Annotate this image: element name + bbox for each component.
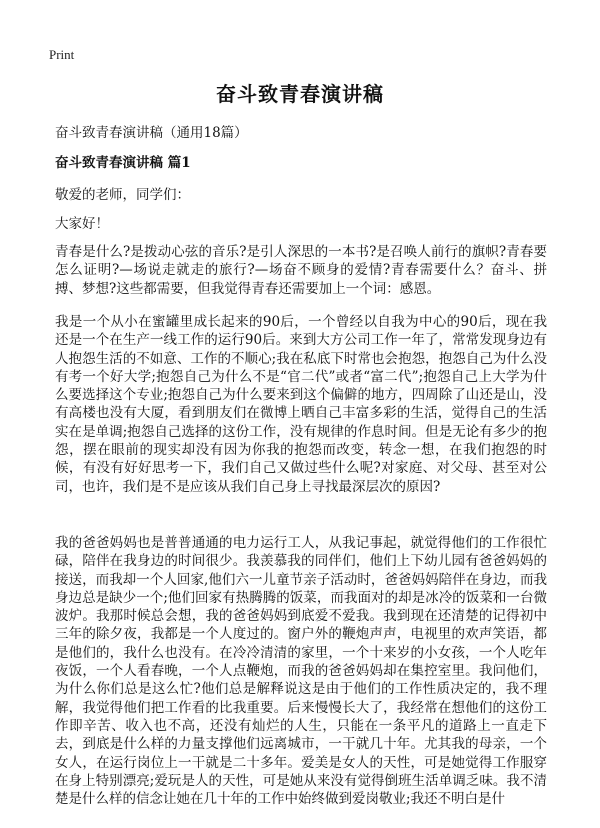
body-paragraph: 我是一个从小在蜜罐里成长起来的90后，一个曾经以自我为中心的90后，现在我还是一个在生产一线工作的运行90后。来到大方公司工作一年了，常常发现身边有人抱怨生活的不如意、工作的不顺心;我在私底下时常也会抱怨，抱怨自己为什么没有考一个好大学;抱怨自己为什么不是“官二代”或者“富二代”;抱怨自己上大学为什么要选择这个专业;抱怨自己为什么要来到这个偏僻的地方，四周除了山还是山，没有高楼也没有大厦，看到朋友们在微博上晒自己丰富多彩的生活，觉得自己的生活实在是单调;抱怨自己选择的这份工作，没有规律的作息时间。但是无论有多少的抱怨，摆在眼前的现实却没有因为你我的抱怨而改变，转念一想，在我们抱怨的时候，有没有好好思考一下，我们自己又做过些什么呢?对家庭、对父母、甚至对公司，也许，我们是不是应该从我们自己身上寻找最深层次的原因? <box>55 314 547 495</box>
body-paragraph: 青春是什么?是拨动心弦的音乐?是引人深思的一本书?是召唤人前行的旗帜?青春要怎么证明?—场说走就走的旅行?—场奋不顾身的爱情?青春需要什么？奋斗、拼搏、梦想?这些都需要，但我觉得青春还需要加上一个词：感恩。 <box>55 244 547 297</box>
body-paragraph: 我的爸爸妈妈也是普普通通的电力运行工人，从我记事起，就觉得他们的工作很忙碌，陪伴在我身边的时间很少。我羡慕我的同伴们，他们上下幼儿园有爸爸妈妈的接送，而我却一个人回家,他们六一儿童节亲子活动时，爸爸妈妈陪伴在身边，而我身边总是缺少一个;他们回家有热腾腾的饭菜，而我面对的却是冰冷的饭菜和一台微波炉。我那时候总会想，我的爸爸妈妈到底爱不爱我。我到现在还清楚的记得初中三年的除夕夜，我都是一个人度过的。窗户外的鞭炮声声，电视里的欢声笑语，都是他们的，我什么也没有。在冷冷清清的家里，一个十来岁的小女孩，一个人吃年夜饭，一个人看春晚，一个人点鞭炮，而我的爸爸妈妈却在集控室里。我问他们，为什么你们总是这么忙?他们总是解释说这是由于他们的工作性质决定的，我不理解，我觉得他们把工作看的比我重要。后来慢慢长大了，我经常在想他们的这份工作即辛苦、收入也不高，还没有灿烂的人生，只能在一条平凡的道路上一直走下去，到底是什么样的力量支撑他们远离城市，一干就几十年。尤其我的母亲，一个女人，在运行岗位上一干就是二十多年。爱美是女人的天性，可是她觉得工作服穿在身上特别漂亮;爱玩是人的天性，可是她从来没有觉得倒班生活单调乏味。我不清楚是什么样的信念让她在几十年的工作中始终做到爱岗敬业;我还不明白是什 <box>55 535 547 808</box>
document-title: 奋斗致青春演讲稿 <box>216 82 384 106</box>
greeting: 大家好！ <box>55 216 109 232</box>
section-heading: 奋斗致青春演讲稿 篇1 <box>55 155 191 171</box>
print-link[interactable]: Print <box>49 47 75 62</box>
document-subtitle: 奋斗致青春演讲稿（通用18篇） <box>55 125 248 141</box>
salutation: 敬爱的老师，同学们： <box>55 187 190 203</box>
